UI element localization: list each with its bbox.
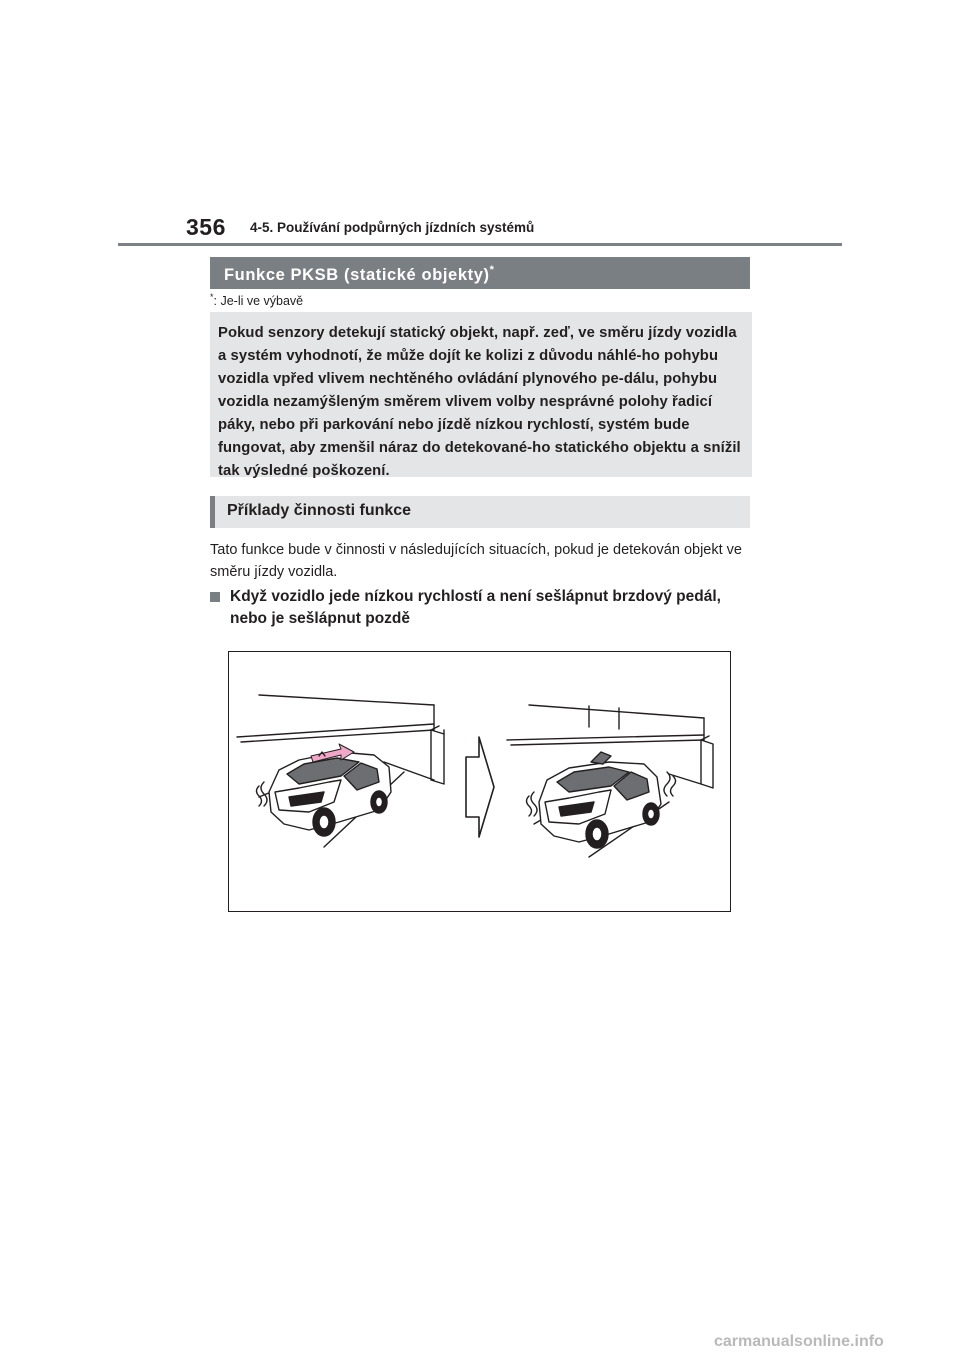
page-number: 356	[186, 214, 226, 240]
examples-body-text: Tato funkce bude v činnosti v následujících situacích, pokud je detekován objekt ve směru jízdy vozidla.	[210, 542, 742, 580]
intro-text: Pokud senzory detekují statický objekt, např. zeď, ve směru jízdy vozidla a systém vyhodnotí, že může dojít ke kolizi z důvodu náhlé-ho pohybu vozidla vpřed vlivem nechtěného ovládání plynového pe-dálu, pohybu vozidla nezamýšleným směrem vlivem volby nesprávné polohy řadicí páky, nebo při parkování nebo jízdě nízkou rychlostí, systém bude fungovat, aby zmenšil náraz do detekované-ho statického objektu a snížil tak výsledné poškození.	[218, 325, 741, 479]
footnote-text: : Je-li ve výbavě	[213, 294, 304, 309]
subsection-heading: Příklady činnosti funkce	[210, 496, 750, 528]
parking-wall-illustration	[229, 652, 730, 911]
illustration-frame	[228, 651, 731, 912]
watermark: carmanualsonline.info	[714, 1333, 884, 1350]
square-bullet-icon	[210, 592, 220, 602]
chapter-title: 4-5. Používání podpůrných jízdních systémů	[250, 220, 535, 235]
section-heading	[210, 257, 750, 289]
section-title: Funkce PKSB (statické objekty)	[224, 266, 490, 284]
bullet-item	[210, 586, 755, 630]
left-car	[257, 752, 392, 836]
bullet-text: Když vozidlo jede nízkou rychlostí a není sešlápnut brzdový pedál, nebo je sešlápnut pozdě	[230, 588, 721, 627]
footnote	[210, 292, 303, 308]
header-divider	[118, 243, 842, 246]
section-marker: *	[489, 264, 495, 276]
intro-box	[210, 312, 752, 477]
footnote-marker: *	[210, 292, 214, 302]
right-car	[527, 762, 676, 848]
transition-arrow-icon	[466, 737, 494, 837]
